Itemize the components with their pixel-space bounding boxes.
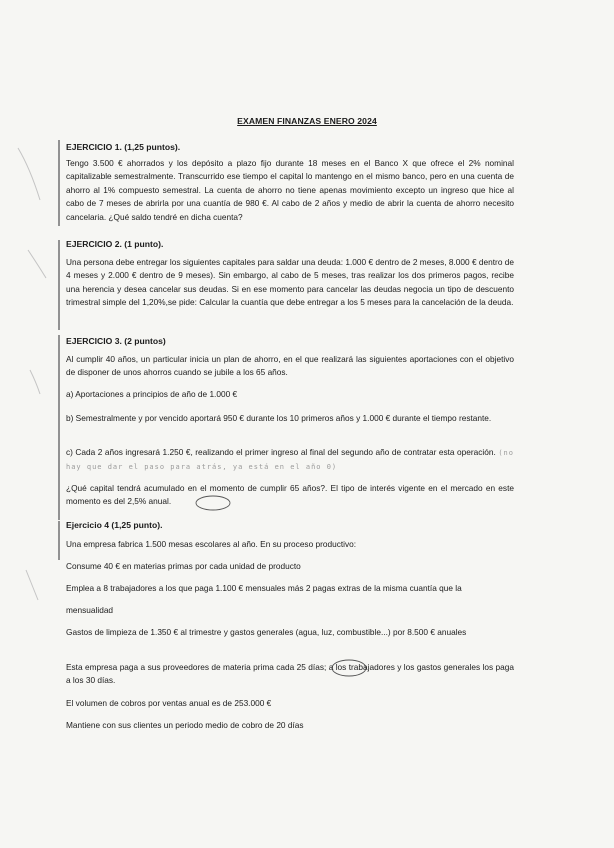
exercise-4-line-6: Esta empresa paga a sus proveedores de materia prima cada 25 días; a los trabajadores y los gastos generales los paga a los 30 días. [66,662,514,686]
exercise-4-heading: Ejercicio 4 (1,25 punto). [66,520,163,530]
margin-scribble-2 [28,250,46,278]
exercise-2-heading: EJERCICIO 2. (1 punto). [66,239,164,249]
margin-scribble-1 [18,148,40,200]
handwritten-note: (no hay que dar el paso para atrás, ya está en el año 0) [66,449,514,472]
exercise-3-item-c-text: c) Cada 2 años ingresará 1.250 €, realizando el primer ingreso al final del segundo año de contratar esta operación. [66,447,496,457]
exercise-3-question: ¿Qué capital tendrá acumulado en el momento de cumplir 65 años?. El tipo de interés vigente en el mercado en este momento es del 2,5% anual. [66,483,514,507]
exercise-1-text: Tengo 3.500 € ahorrados y los depósito a plazo fijo durante 18 meses en el Banco X que ofrece el 2% nominal capitalizable semestralmente. Transcurrido ese tiempo el capital lo mantengo en el mismo banco, pero en una cuenta de ahorro al 1% compuesto semestral. La cuenta de ahorro no tiene apenas movimiento excepto un ingreso que hice al cabo de 7 meses de abrirla por una cuantía de 980 €. Al cabo de 2 años y medio de abrir la cuenta de ahorro necesito cancelaria. ¿Qué saldo tendré en dicha cuenta? [66,158,514,222]
exercise-4-line-7: El volumen de cobros por ventas anual es de 253.000 € [66,698,272,708]
exercise-3-item-c [66,446,514,475]
margin-scribble-4 [26,570,38,600]
exercise-3-intro: Al cumplir 40 años, un particular inicia un plan de ahorro, en el que realizará las siguientes aportaciones con el objetivo de disponer de unos ahorros cuando se jubile a los 65 años. [66,354,514,378]
exercise-1-heading: EJERCICIO 1. (1,25 puntos). [66,142,181,152]
exercise-4-line-8: Mantiene con sus clientes un periodo medio de cobro de 20 días [66,720,304,730]
exercise-3-item-b: b) Semestralmente y por vencido aportará 950 € durante los 10 primeros años y 1.000 € durante el tiempo restante. [66,413,492,423]
exercise-4-line-4: mensualidad [66,605,114,615]
exercise-4-line-5: Gastos de limpieza de 1.350 € al trimestre y gastos generales (agua, luz, combustible...) por 8.500 € anuales [66,627,467,637]
exercise-3-heading: EJERCICIO 3. (2 puntos) [66,336,166,346]
exercise-4-line-2: Consume 40 € en materias primas por cada unidad de producto [66,561,301,571]
exercise-2-text: Una persona debe entregar los siguientes capitales para saldar una deuda: 1.000 € dentro de 2 meses, 8.000 € dentro de 4 meses y 2.000 € dentro de 9 meses). Sin embargo, al cabo de 5 meses, tras realizar los dos primeros pagos, recibe una herencia y desea cancelar sus deudas. Si en ese momento para cancelar las deudas negocia un tipo de descuento trimestral simple del 1,20%,se pide: Calcular la cuantía que debe entregar a los 5 meses para la cancelación de la deuda. [66,257,514,308]
exam-title: EXAMEN FINANZAS ENERO 2024 [237,116,377,126]
margin-scribble-3 [30,370,40,394]
exercise-4-line-1: Una empresa fabrica 1.500 mesas escolares al año. En su proceso productivo: [66,539,357,549]
exercise-3-item-a: a) Aportaciones a principios de año de 1.000 € [66,389,238,399]
exercise-4-line-3: Emplea a 8 trabajadores a los que paga 1.100 € mensuales más 2 pagas extras de la misma cuantía que la [66,583,462,593]
